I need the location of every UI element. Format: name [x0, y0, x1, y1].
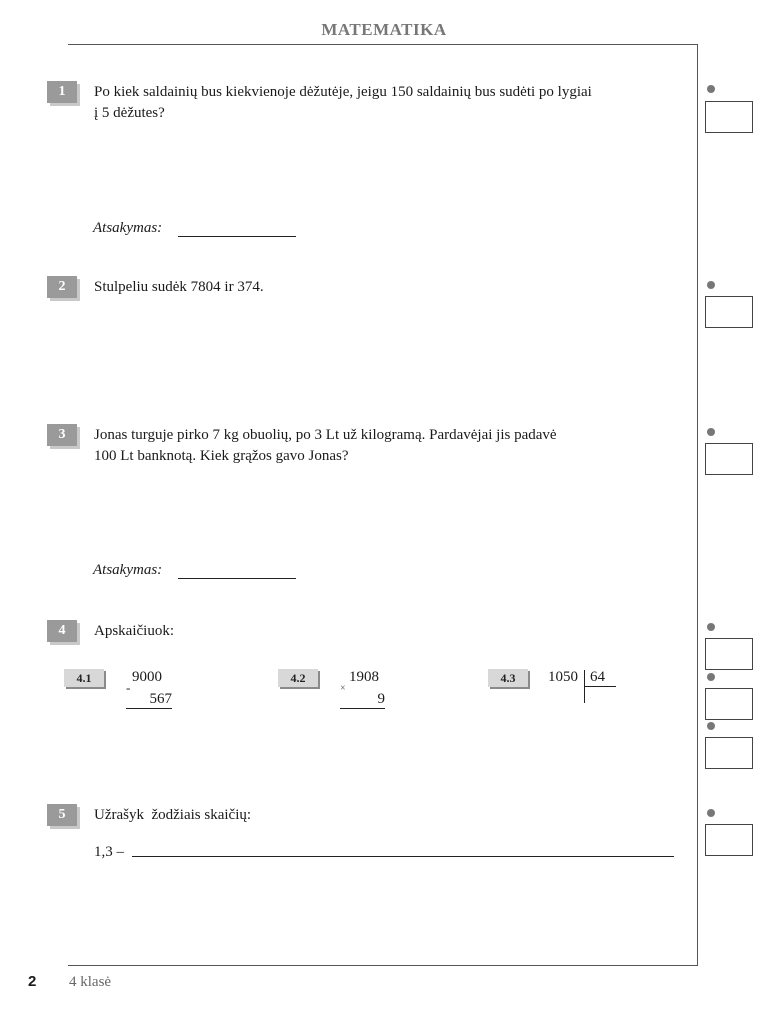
- score-dot: [707, 623, 715, 631]
- score-dot: [707, 673, 715, 681]
- task-1-answer-line[interactable]: [178, 220, 296, 237]
- page-title: MATEMATIKA: [321, 20, 447, 39]
- score-box-3[interactable]: [705, 443, 753, 475]
- score-box-4-3[interactable]: [705, 737, 753, 769]
- task-5-answer-line[interactable]: [132, 840, 674, 857]
- score-dot: [707, 281, 715, 289]
- task-number-2: 2: [47, 276, 77, 298]
- score-dot: [707, 428, 715, 436]
- task-5-text: Užrašyk žodžiais skaičių:: [94, 807, 252, 823]
- task-5-number: 1,3 –: [94, 844, 124, 860]
- task-3-line-2: 100 Lt banknotą. Kiek grąžos gavo Jonas?: [94, 448, 349, 464]
- score-dot: [707, 85, 715, 93]
- task-number-4: 4: [47, 620, 77, 642]
- subtask-number-4-2: 4.2: [278, 669, 318, 687]
- task-1-answer-label: Atsakymas:: [93, 220, 163, 236]
- subtask-number-4-1: 4.1: [64, 669, 104, 687]
- task-number-3: 3: [47, 424, 77, 446]
- subtask-4-3-divisor: 64: [585, 669, 616, 687]
- subtask-4-1-top: 9000: [132, 669, 162, 685]
- page-number: 2: [28, 973, 37, 990]
- task-3-answer-label: Atsakymas:: [93, 562, 163, 578]
- content-frame: [68, 44, 698, 966]
- score-box-4-2[interactable]: [705, 688, 753, 720]
- subtask-4-1-bottom: 567: [126, 691, 172, 709]
- subtask-4-3-dividend: 1050: [548, 669, 578, 685]
- subtask-number-4-3: 4.3: [488, 669, 528, 687]
- task-4-text: Apskaičiuok:: [94, 623, 174, 639]
- score-box-1[interactable]: [705, 101, 753, 133]
- score-box-2[interactable]: [705, 296, 753, 328]
- score-dot: [707, 722, 715, 730]
- multiply-sign: ×: [340, 683, 346, 694]
- score-box-5[interactable]: [705, 824, 753, 856]
- minus-sign: -: [126, 680, 131, 695]
- task-1-line-1: Po kiek saldainių bus kiekvienoje dėžutėje, jeigu 150 saldainių bus sudėti po lygiai: [94, 84, 592, 100]
- task-number-1: 1: [47, 81, 77, 103]
- task-1-line-2: į 5 dėžutes?: [94, 105, 165, 121]
- task-3-line-1: Jonas turguje pirko 7 kg obuolių, po 3 Lt už kilogramą. Pardavėjai jis padavė: [94, 427, 557, 443]
- task-2-text: Stulpeliu sudėk 7804 ir 374.: [94, 279, 264, 295]
- score-box-4-1[interactable]: [705, 638, 753, 670]
- score-dot: [707, 809, 715, 817]
- task-3-text: [94, 425, 694, 467]
- task-number-5: 5: [47, 804, 77, 826]
- task-1-text: [94, 82, 694, 124]
- subtask-4-2-bottom: 9: [340, 691, 385, 709]
- grade-label: 4 klasė: [69, 974, 112, 990]
- task-3-answer-line[interactable]: [178, 562, 296, 579]
- subtask-4-2-top: 1908: [349, 669, 379, 685]
